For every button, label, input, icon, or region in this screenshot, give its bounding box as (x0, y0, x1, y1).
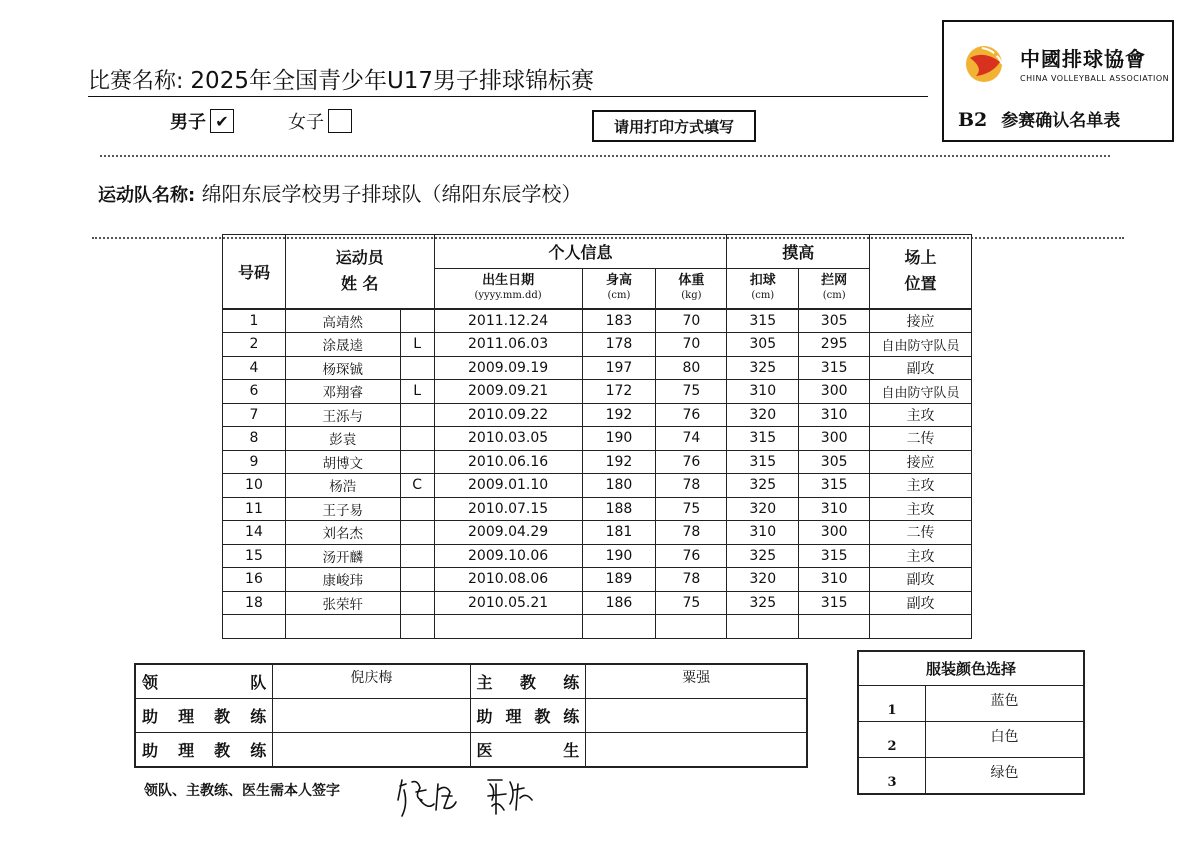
table-row (223, 427, 972, 451)
male-checkbox[interactable]: ✔ (210, 109, 234, 133)
player-role[interactable] (400, 521, 434, 545)
player-role[interactable] (400, 497, 434, 521)
uniform-option (858, 686, 1084, 722)
player-role[interactable] (400, 427, 434, 451)
signature-note: 领队、主教练、医生需本人签字 (144, 783, 340, 799)
player-name[interactable]: 张荣轩 (285, 591, 400, 615)
header-athlete-line1: 运动员 (335, 248, 384, 268)
player-spike[interactable]: 315 (727, 427, 799, 451)
player-name[interactable] (285, 615, 400, 639)
player-birth[interactable]: 2011.12.24 (434, 309, 582, 333)
header-block-unit: (cm) (822, 290, 846, 302)
staff-name-field[interactable] (586, 733, 807, 768)
player-number[interactable]: 9 (223, 450, 286, 474)
player-height[interactable]: 197 (582, 356, 656, 380)
uniform-option-number: 1 (858, 686, 926, 722)
player-block[interactable]: 305 (799, 309, 870, 333)
player-height[interactable]: 181 (582, 521, 656, 545)
player-weight[interactable] (656, 615, 727, 639)
match-name-line (88, 62, 594, 95)
player-weight[interactable]: 70 (656, 309, 727, 333)
player-position[interactable]: 副攻 (870, 356, 972, 380)
player-position[interactable]: 主攻 (870, 403, 972, 427)
staff-table (134, 663, 808, 768)
player-role[interactable] (400, 591, 434, 615)
player-birth[interactable]: 2009.09.19 (434, 356, 582, 380)
player-block[interactable]: 315 (799, 356, 870, 380)
player-birth[interactable]: 2010.08.06 (434, 568, 582, 592)
logo-box (942, 20, 1174, 142)
uniform-color-table (857, 650, 1085, 795)
player-weight[interactable]: 78 (656, 568, 727, 592)
org-name-en: CHINA VOLLEYBALL ASSOCIATION (1020, 74, 1170, 83)
uniform-option-color[interactable]: 白色 (926, 722, 1085, 758)
org-name-cn: 中國排球協會 (1020, 47, 1146, 71)
table-row (223, 568, 972, 592)
player-height[interactable]: 190 (582, 427, 656, 451)
player-block[interactable]: 295 (799, 333, 870, 357)
player-block[interactable]: 305 (799, 450, 870, 474)
player-spike[interactable]: 325 (727, 356, 799, 380)
male-label: 男子 (170, 112, 206, 133)
player-name[interactable]: 彭袁 (285, 427, 400, 451)
player-weight[interactable]: 75 (656, 380, 727, 404)
header-birth-format: (yyyy.mm.dd) (474, 290, 542, 302)
dotted-divider-1 (100, 155, 1110, 157)
player-number[interactable]: 7 (223, 403, 286, 427)
header-birth-label: 出生日期 (482, 273, 535, 289)
player-position[interactable]: 接应 (870, 450, 972, 474)
uniform-option-number: 3 (858, 758, 926, 795)
header-athlete-line2: 姓 名 (340, 274, 379, 294)
player-position[interactable]: 二传 (870, 521, 972, 545)
table-row (223, 356, 972, 380)
player-block[interactable]: 315 (799, 544, 870, 568)
player-height[interactable]: 188 (582, 497, 656, 521)
player-role[interactable] (400, 403, 434, 427)
match-name: 2025年全国青少年U17男子排球锦标赛 (190, 68, 595, 94)
player-role[interactable]: L (400, 333, 434, 357)
match-label: 比赛名称: (88, 69, 184, 94)
player-height[interactable] (582, 615, 656, 639)
player-number[interactable]: 16 (223, 568, 286, 592)
staff-name-field[interactable]: 倪庆梅 (273, 664, 470, 699)
roster-table (222, 234, 972, 639)
player-role[interactable] (400, 568, 434, 592)
staff-role: 助理教练 (135, 699, 273, 733)
player-height[interactable]: 186 (582, 591, 656, 615)
player-position[interactable]: 副攻 (870, 568, 972, 592)
player-position[interactable]: 主攻 (870, 474, 972, 498)
staff-role: 助理教练 (470, 699, 586, 733)
volleyball-logo-icon (962, 40, 1014, 86)
player-name[interactable]: 王泺与 (285, 403, 400, 427)
staff-name-field[interactable]: 粟强 (586, 664, 807, 699)
uniform-option (858, 758, 1084, 795)
player-block[interactable] (799, 615, 870, 639)
player-weight[interactable]: 78 (656, 521, 727, 545)
player-birth[interactable]: 2011.06.03 (434, 333, 582, 357)
player-number[interactable]: 11 (223, 497, 286, 521)
player-birth[interactable]: 2010.05.21 (434, 591, 582, 615)
player-birth[interactable]: 2009.01.10 (434, 474, 582, 498)
header-reach: 摸高 (727, 235, 870, 269)
table-row (223, 380, 972, 404)
player-position[interactable]: 二传 (870, 427, 972, 451)
player-block[interactable]: 300 (799, 427, 870, 451)
staff-row (135, 699, 807, 733)
table-row (223, 615, 972, 639)
player-spike[interactable]: 325 (727, 591, 799, 615)
uniform-color-title: 服装颜色选择 (858, 651, 1084, 686)
header-weight-unit: (kg) (681, 290, 702, 302)
female-label: 女子 (288, 112, 324, 133)
player-number[interactable]: 8 (223, 427, 286, 451)
staff-row (135, 664, 807, 699)
header-spike-label: 扣球 (749, 273, 776, 289)
player-number[interactable]: 14 (223, 521, 286, 545)
player-spike[interactable]: 325 (727, 474, 799, 498)
player-name[interactable]: 高靖然 (285, 309, 400, 333)
player-height[interactable]: 178 (582, 333, 656, 357)
uniform-option (858, 722, 1084, 758)
staff-role: 领 队 (135, 664, 273, 699)
uniform-option-color[interactable]: 绿色 (926, 758, 1085, 795)
player-birth[interactable]: 2010.09.22 (434, 403, 582, 427)
player-spike[interactable]: 315 (727, 450, 799, 474)
table-row (223, 497, 972, 521)
player-name[interactable]: 胡博文 (285, 450, 400, 474)
team-name-line (98, 178, 582, 207)
player-spike[interactable]: 320 (727, 403, 799, 427)
header-position-line2: 位置 (904, 274, 937, 294)
gender-female (288, 108, 352, 134)
player-name[interactable]: 汤开麟 (285, 544, 400, 568)
player-role[interactable] (400, 356, 434, 380)
staff-name-field[interactable] (273, 733, 470, 768)
header-weight (656, 269, 727, 309)
player-block[interactable]: 300 (799, 521, 870, 545)
table-row (223, 450, 972, 474)
uniform-option-color[interactable]: 蓝色 (926, 686, 1085, 722)
player-birth[interactable] (434, 615, 582, 639)
player-weight[interactable]: 76 (656, 450, 727, 474)
player-block[interactable]: 310 (799, 403, 870, 427)
header-block-label: 拦网 (821, 273, 848, 289)
table-row (223, 309, 972, 333)
table-row (223, 474, 972, 498)
staff-role: 主 教 练 (470, 664, 586, 699)
player-height[interactable]: 180 (582, 474, 656, 498)
table-row (223, 333, 972, 357)
player-birth[interactable]: 2010.06.16 (434, 450, 582, 474)
player-weight[interactable]: 76 (656, 403, 727, 427)
table-row (223, 544, 972, 568)
staff-role: 医 生 (470, 733, 586, 768)
player-block[interactable]: 300 (799, 380, 870, 404)
player-role[interactable] (400, 615, 434, 639)
player-name[interactable]: 杨琛铖 (285, 356, 400, 380)
player-spike[interactable]: 320 (727, 568, 799, 592)
team-label: 运动队名称: (98, 185, 196, 206)
player-block[interactable]: 315 (799, 591, 870, 615)
team-name: 绵阳东辰学校男子排球队（绵阳东辰学校） (201, 182, 582, 206)
player-birth[interactable]: 2010.03.05 (434, 427, 582, 451)
table-row (223, 403, 972, 427)
player-number[interactable] (223, 615, 286, 639)
player-height[interactable]: 183 (582, 309, 656, 333)
player-role[interactable]: L (400, 380, 434, 404)
header-spike (727, 269, 799, 309)
player-weight[interactable]: 74 (656, 427, 727, 451)
player-weight[interactable]: 78 (656, 474, 727, 498)
header-position-line1: 场上 (904, 248, 937, 268)
table-row (223, 591, 972, 615)
player-spike[interactable]: 320 (727, 497, 799, 521)
staff-name-field[interactable] (586, 699, 807, 733)
player-number[interactable]: 6 (223, 380, 286, 404)
header-athlete (285, 235, 434, 309)
player-weight[interactable]: 70 (656, 333, 727, 357)
player-number[interactable]: 2 (223, 333, 286, 357)
header-height (582, 269, 656, 309)
player-spike[interactable]: 310 (727, 380, 799, 404)
player-number[interactable]: 15 (223, 544, 286, 568)
player-number[interactable]: 1 (223, 309, 286, 333)
form-code: B2 (958, 109, 988, 131)
player-height[interactable]: 189 (582, 568, 656, 592)
player-number[interactable]: 18 (223, 591, 286, 615)
table-row (223, 521, 972, 545)
header-personal-info: 个人信息 (434, 235, 727, 269)
match-underline (88, 96, 928, 97)
player-position[interactable]: 接应 (870, 309, 972, 333)
player-spike[interactable]: 310 (727, 521, 799, 545)
header-spike-unit: (cm) (751, 290, 775, 302)
player-weight[interactable]: 75 (656, 497, 727, 521)
player-position[interactable]: 自由防守队员 (870, 333, 972, 357)
player-weight[interactable]: 75 (656, 591, 727, 615)
staff-name-field[interactable] (273, 699, 470, 733)
player-spike[interactable]: 325 (727, 544, 799, 568)
player-position[interactable]: 自由防守队员 (870, 380, 972, 404)
player-number[interactable]: 4 (223, 356, 286, 380)
player-name[interactable]: 刘名杰 (285, 521, 400, 545)
player-weight[interactable]: 80 (656, 356, 727, 380)
handwritten-signatures (392, 770, 552, 822)
player-birth[interactable]: 2010.07.15 (434, 497, 582, 521)
player-name[interactable]: 涂晟逵 (285, 333, 400, 357)
org-logo (962, 40, 1169, 86)
player-weight[interactable]: 76 (656, 544, 727, 568)
header-height-label: 身高 (605, 273, 632, 289)
player-birth[interactable]: 2009.09.21 (434, 380, 582, 404)
header-position (870, 235, 972, 309)
player-name[interactable]: 康峻玮 (285, 568, 400, 592)
player-spike[interactable]: 315 (727, 309, 799, 333)
player-birth[interactable]: 2009.10.06 (434, 544, 582, 568)
fill-note: 请用打印方式填写 (592, 110, 756, 142)
player-birth[interactable]: 2009.04.29 (434, 521, 582, 545)
player-height[interactable]: 192 (582, 450, 656, 474)
header-weight-label: 体重 (678, 273, 705, 289)
form-title (958, 106, 1120, 131)
player-block[interactable]: 310 (799, 568, 870, 592)
player-position[interactable] (870, 615, 972, 639)
staff-role: 助理教练 (135, 733, 273, 768)
header-height-unit: (cm) (607, 290, 631, 302)
player-height[interactable]: 190 (582, 544, 656, 568)
player-height[interactable]: 172 (582, 380, 656, 404)
player-position[interactable]: 副攻 (870, 591, 972, 615)
player-role[interactable] (400, 544, 434, 568)
player-height[interactable]: 192 (582, 403, 656, 427)
player-role[interactable] (400, 450, 434, 474)
player-block[interactable]: 310 (799, 497, 870, 521)
header-birth (434, 269, 582, 309)
player-name[interactable]: 邓翔睿 (285, 380, 400, 404)
female-checkbox[interactable] (328, 109, 352, 133)
player-position[interactable]: 主攻 (870, 497, 972, 521)
player-block[interactable]: 315 (799, 474, 870, 498)
player-spike[interactable] (727, 615, 799, 639)
header-block (799, 269, 870, 309)
header-number: 号码 (223, 235, 286, 309)
player-role[interactable] (400, 309, 434, 333)
roster-body (223, 309, 972, 639)
player-position[interactable]: 主攻 (870, 544, 972, 568)
player-spike[interactable]: 305 (727, 333, 799, 357)
player-number[interactable]: 10 (223, 474, 286, 498)
player-name[interactable]: 杨浩 (285, 474, 400, 498)
uniform-option-number: 2 (858, 722, 926, 758)
gender-male (170, 108, 234, 134)
player-role[interactable]: C (400, 474, 434, 498)
staff-row (135, 733, 807, 768)
form-title-text: 参赛确认名单表 (1001, 111, 1121, 131)
player-name[interactable]: 王子易 (285, 497, 400, 521)
